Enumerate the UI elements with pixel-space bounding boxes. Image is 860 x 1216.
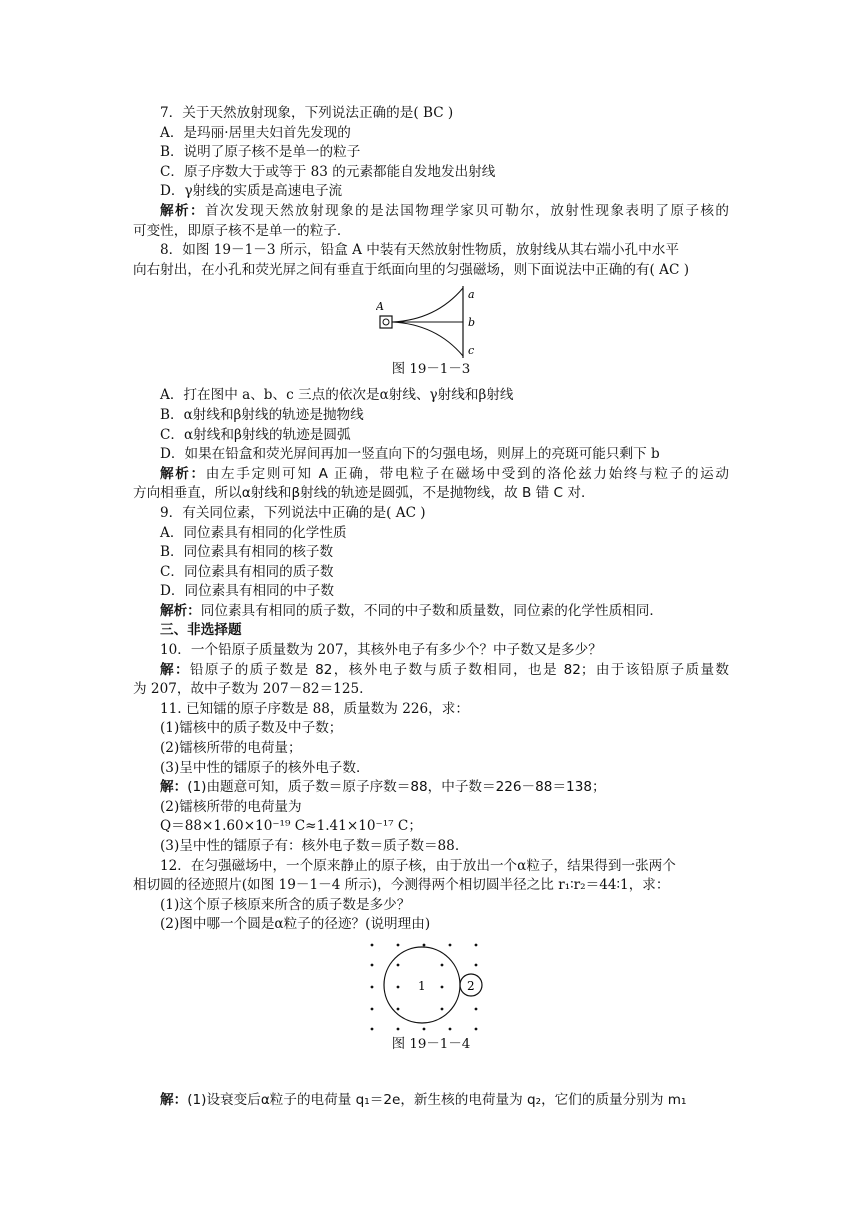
q11-solution-label: 解： — [160, 779, 188, 796]
q9-option-a: A．同位素具有相同的化学性质 — [160, 524, 347, 541]
q7-solution-line-2 — [133, 222, 729, 242]
q10-solution-line-1 — [133, 661, 729, 681]
q7-option-c: C．原子序数大于或等于 83 的元素都能自发地发出射线 — [160, 163, 496, 180]
q7-solution-line-1 — [133, 202, 729, 222]
question-8-line-1: 8．如图 19－1－3 所示，铅盒 A 中装有天然放射性物质，放射线从其右端小孔中水平 — [160, 242, 679, 259]
question-12-line-2: 相切圆的径迹照片(如图 19－1－4 所示)，今测得两个相切圆半径之比 r₁∶r₂＝44∶1，求： — [133, 877, 670, 894]
q8-solution-text-2: 方向相垂直，所以α射线和β射线的轨迹是圆弧，不是抛物线，故 B 错 C 对． — [133, 485, 595, 502]
circle-2-label: 2 — [467, 978, 475, 993]
q11-part-2: (2)镭核所带的电荷量； — [160, 740, 302, 757]
q11-part-3: (3)呈中性的镭原子的核外电子数． — [160, 759, 370, 776]
lead-box — [380, 316, 392, 328]
document-content — [133, 104, 729, 1111]
q9-option-c: C．同位素具有相同的质子数 — [160, 563, 334, 580]
spacer — [133, 1061, 729, 1091]
q9-solution — [133, 602, 729, 622]
q8-solution-line-2 — [133, 484, 729, 504]
q7-option-b: B．说明了原子核不是单一的粒子 — [160, 144, 361, 161]
q10-solution-line-2: 为 207，故中子数为 207－82＝125. — [133, 681, 364, 698]
q9-solution-text: 同位素具有相同的质子数，不同的中子数和质量数，同位素的化学性质相同． — [200, 602, 663, 619]
q9-solution-label: 解析： — [160, 602, 201, 619]
q8-solution-line-1 — [133, 465, 729, 485]
q7-option-a: A．是玛丽·居里夫妇首先发现的 — [160, 124, 351, 141]
question-12-line-1: 12．在匀强磁场中，一个原来静止的原子核，由于放出一个α粒子，结果得到一张两个 — [160, 857, 676, 874]
q8-option-d: D．如果在铅盒和荧光屏间再加一竖直向下的匀强电场，则屏上的亮斑可能只剩下 b — [160, 446, 660, 463]
label-a: a — [468, 288, 475, 302]
q7-solution-label: 解析： — [160, 202, 206, 219]
q8-solution-label: 解析： — [160, 465, 206, 482]
q8-solution-text: 由左手定则可知 A 正确，带电粒子在磁场中受到的洛伦兹力始终与粒子的运动 — [205, 465, 730, 482]
q7-solution-text-2: 可变性，即原子核不是单一的粒子． — [133, 222, 351, 239]
q12-part-1: (1)这个原子核原来所含的质子数是多少？ — [160, 896, 411, 913]
q7-solution-text: 首次发现天然放射现象的是法国物理学家贝可勒尔，放射性现象表明了原子核的 — [205, 202, 730, 219]
figure-19-1-4-caption: 图 19－1－4 — [391, 1036, 471, 1052]
figure-19-1-4 — [133, 939, 729, 1055]
q11-solution-text: (1)由题意可知，质子数＝原子序数＝88，中子数＝226－88＝138； — [187, 779, 606, 796]
q11-solution-line-4: (3)呈中性的镭原子有：核外电子数＝质子数＝88. — [160, 838, 460, 854]
label-c: c — [468, 344, 475, 358]
section-heading-3: 三、非选择题 — [160, 622, 242, 639]
q12-solution-label: 解： — [160, 1091, 188, 1108]
q12-solution-text: (1)设衰变后α粒子的电荷量 q₁＝2e，新生核的电荷量为 q₂，它们的质量分别为 m₁ — [187, 1091, 687, 1108]
upper-ray-arc — [392, 288, 463, 322]
figure-19-1-3 — [133, 284, 729, 380]
radiation-deflection-diagram — [376, 284, 486, 360]
q12-part-2: (2)图中哪一个圆是α粒子的径迹？(说明理由) — [160, 916, 431, 933]
q8-option-b: B．α射线和β射线的轨迹是抛物线 — [160, 406, 364, 423]
q9-option-d: D．同位素具有相同的中子数 — [160, 583, 335, 600]
question-10: 10．一个铅原子质量数为 207，其核外电子有多少个？中子数又是多少？ — [160, 642, 602, 659]
question-8-line-2: 向右射出，在小孔和荧光屏之间有垂直于纸面向里的匀强磁场，则下面说法中正确的有( AC ) — [133, 261, 690, 278]
q11-solution-line-3: Q＝88×1.60×10⁻¹⁹ C≈1.41×10⁻¹⁷ C； — [160, 818, 422, 835]
tangent-circles-diagram — [366, 939, 496, 1035]
q7-option-d: D．γ射线的实质是高速电子流 — [160, 183, 343, 200]
q12-solution-line-1 — [133, 1091, 729, 1111]
q8-option-c: C．α射线和β射线的轨迹是圆弧 — [160, 426, 351, 443]
q11-solution-line-2: (2)镭核所带的电荷量为 — [160, 798, 302, 815]
q8-option-a: A．打在图中 a、b、c 三点的依次是α射线、γ射线和β射线 — [160, 387, 514, 404]
q9-option-b: B．同位素具有相同的核子数 — [160, 544, 334, 561]
lower-ray-arc — [392, 322, 463, 356]
q10-solution-text: 铅原子的质子数是 82，核外电子数与质子数相同，也是 82；由于该铅原子质量数 — [189, 661, 729, 678]
label-b: b — [468, 316, 476, 330]
lead-box-hole — [383, 319, 389, 325]
question-7: 7．关于天然放射现象，下列说法正确的是( BC ) — [160, 105, 454, 121]
q11-part-1: (1)镭核中的质子数及中子数； — [160, 720, 343, 737]
question-11: 11. 已知镭的原子序数是 88，质量数为 226，求： — [160, 700, 469, 717]
q10-solution-label: 解： — [160, 661, 190, 678]
figure-19-1-3-caption: 图 19－1－3 — [391, 362, 471, 378]
q11-solution-line-1 — [133, 778, 729, 798]
circle-1-label: 1 — [418, 978, 426, 993]
label-A: A — [376, 300, 384, 314]
question-9: 9．有关同位素，下列说法中正确的是( AC ) — [160, 504, 426, 521]
